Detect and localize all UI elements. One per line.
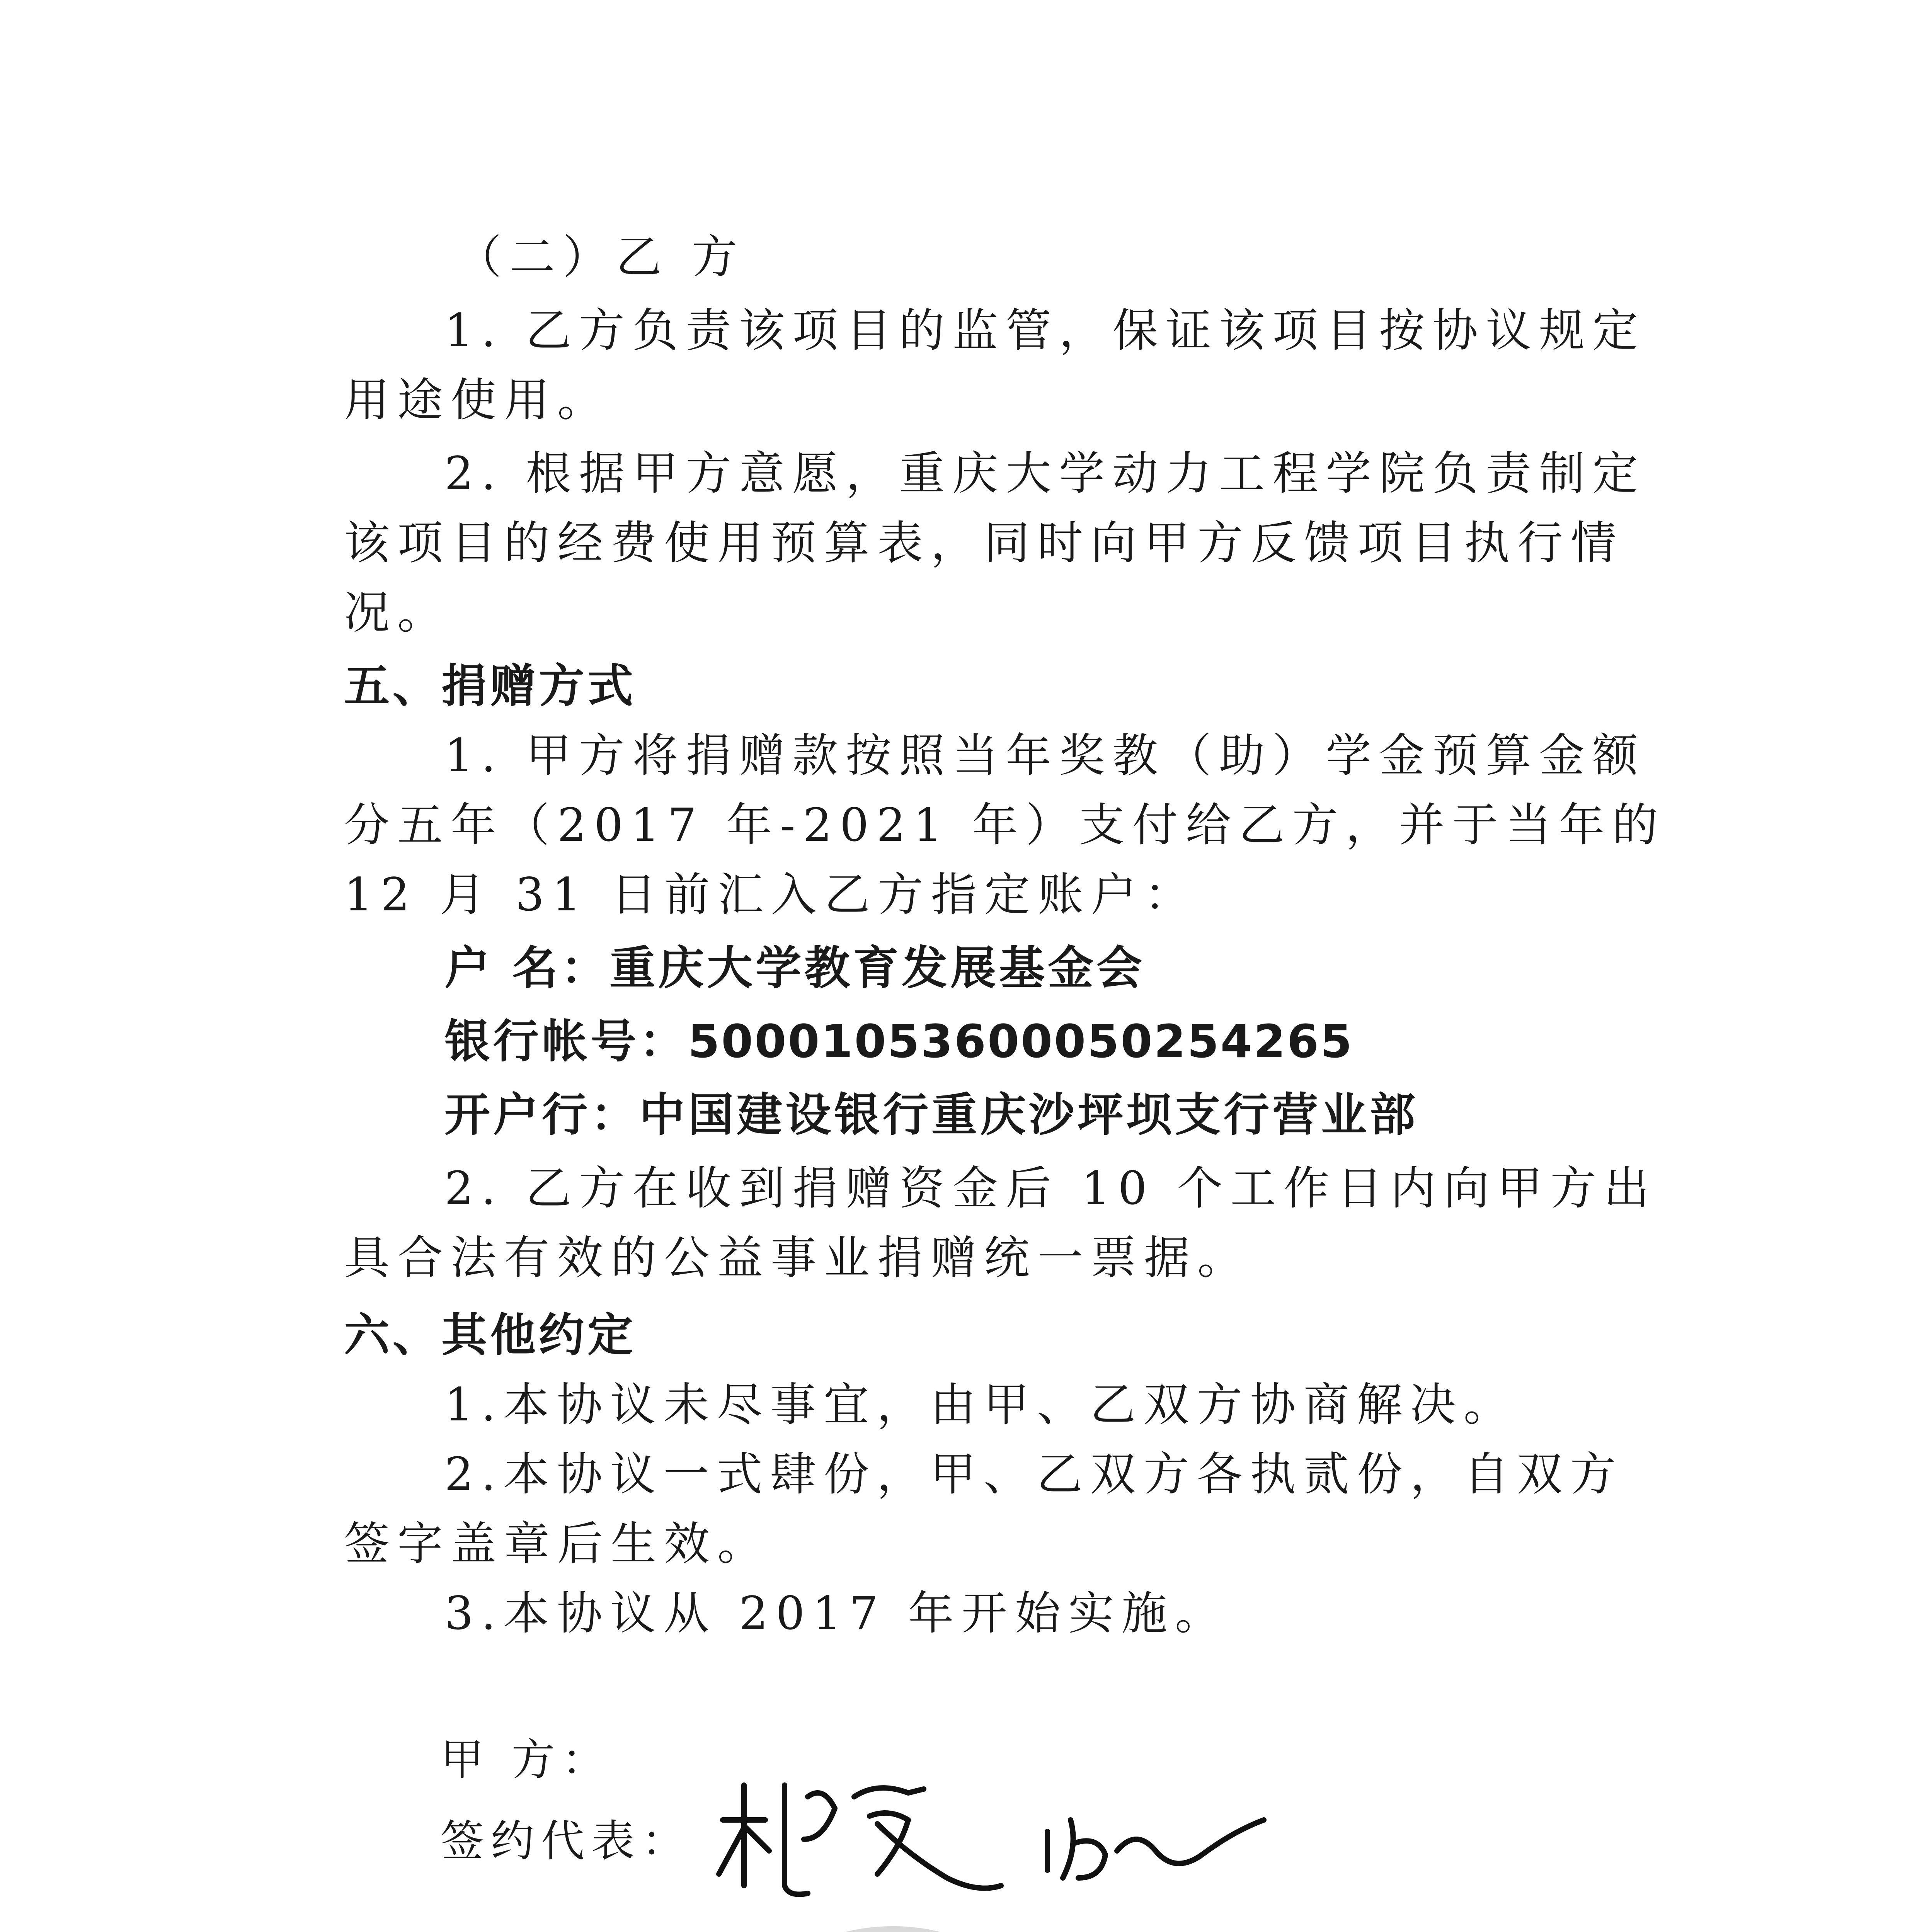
party-a-signature — [707, 1762, 1326, 1924]
paragraph-line: 2. 根据甲方意愿，重庆大学动力工程学院负责制定 — [444, 447, 1646, 500]
paragraph-line: 1. 乙方负责该项目的监管，保证该项目按协议规定 — [444, 304, 1646, 357]
paragraph-line: 1.本协议未尽事宜，由甲、乙双方协商解决。 — [444, 1378, 1517, 1431]
bank-value: 中国建设银行重庆沙坪坝支行营业部 — [639, 1088, 1419, 1141]
party-a-rep-label: 签约代表： — [441, 1816, 692, 1866]
account-number-value: 50001053600050254265 — [688, 1015, 1354, 1068]
account-number-row — [444, 1012, 1353, 1070]
paragraph-line: 分五年（2017 年-2021 年）支付给乙方，并于当年的 — [344, 798, 1666, 852]
section-heading-party-b: （二）乙 方 — [456, 230, 745, 284]
account-number-label: 银行帐号： — [444, 1015, 688, 1068]
party-a-label: 甲 方： — [441, 1735, 612, 1785]
paragraph-line: 12 月 31 日前汇入乙方指定账户： — [344, 868, 1198, 921]
account-name-label: 户 名： — [444, 941, 610, 995]
account-name-value: 重庆大学教育发展基金会 — [609, 941, 1146, 995]
paragraph-line: 1. 甲方将捐赠款按照当年奖教（助）学金预算金额 — [444, 729, 1646, 782]
section-heading-other-terms: 六、其他约定 — [344, 1308, 637, 1362]
paragraph-line: 签字盖章后生效。 — [344, 1517, 771, 1570]
paragraph-line: 具合法有效的公益事业捐赠统一票据。 — [344, 1231, 1251, 1284]
paragraph-line: 用途使用。 — [344, 373, 611, 427]
foundation-seal — [688, 1920, 1098, 1932]
account-name-row — [444, 939, 1145, 997]
paragraph-line: 该项目的经费使用预算表，同时向甲方反馈项目执行情 — [344, 516, 1624, 570]
paragraph-line: 2.本协议一式肆份，甲、乙双方各执贰份，自双方 — [444, 1447, 1624, 1501]
paragraph-line: 3.本协议从 2017 年开始实施。 — [444, 1587, 1228, 1640]
paragraph-line: 2. 乙方在收到捐赠资金后 10 个工作日内向甲方出 — [444, 1162, 1657, 1215]
section-heading-donation-method: 五、捐赠方式 — [344, 659, 637, 713]
paragraph-line: 况。 — [344, 586, 451, 639]
bank-row — [444, 1086, 1418, 1144]
bank-label: 开户行： — [444, 1088, 640, 1141]
